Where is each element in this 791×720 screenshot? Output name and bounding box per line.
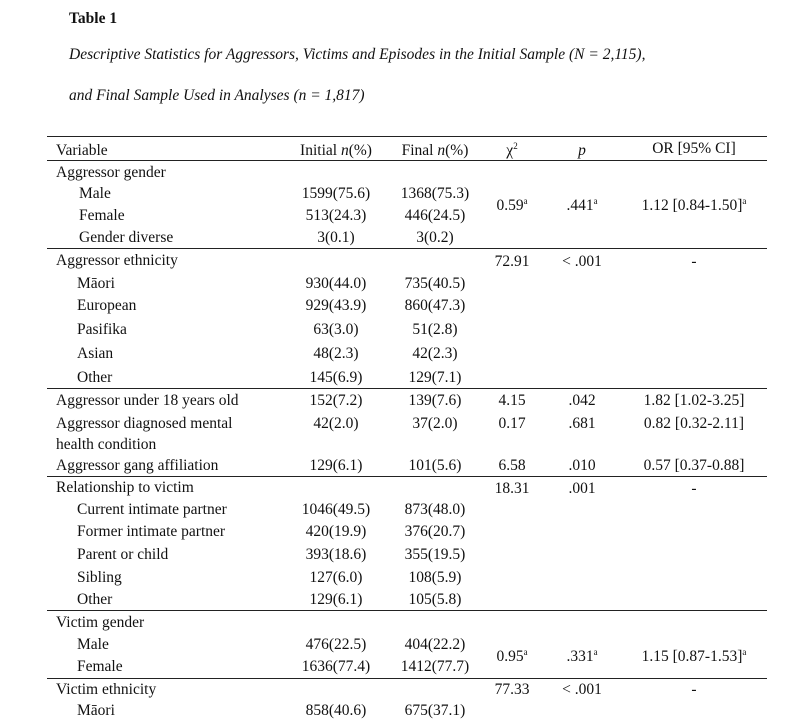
table-top-rule <box>47 136 767 137</box>
cell-initial: 1636(77.4) <box>301 658 371 675</box>
section-rule <box>47 610 767 611</box>
header-bottom-rule <box>47 160 767 161</box>
section-victim-gender: Victim gender <box>56 614 145 631</box>
row-label: Pasifika <box>77 321 127 338</box>
row-label: Asian <box>77 345 114 362</box>
cell-final: 376(20.7) <box>404 523 466 540</box>
cell-p: .331$^a$ <box>566 646 598 665</box>
row-label: Aggressor under 18 years old <box>56 392 239 409</box>
cell-initial: 929(43.9) <box>305 297 367 314</box>
cell-final: 139(7.6) <box>408 392 462 409</box>
cell-p: < .001 <box>562 253 602 270</box>
section-aggressor-gender: Aggressor gender <box>56 164 166 181</box>
cell-final: 101(5.6) <box>408 457 462 474</box>
cell-initial: 152(7.2) <box>309 392 363 409</box>
row-label: Other <box>77 369 113 386</box>
cell-or: 0.57 [0.37-0.88] <box>643 457 745 474</box>
header-or: OR [95% CI] <box>652 140 736 157</box>
row-label: Current intimate partner <box>77 501 227 518</box>
cell-final: 860(47.3) <box>404 297 466 314</box>
cell-initial: 3(0.1) <box>317 229 355 246</box>
cell-chi: 6.58 <box>498 457 526 474</box>
cell-final: 355(19.5) <box>404 546 466 563</box>
cell-chi: 0.95$^a$ <box>496 646 528 665</box>
row-label: Māori <box>77 702 115 719</box>
cell-initial: 42(2.0) <box>313 415 359 432</box>
cell-p: < .001 <box>562 681 602 698</box>
row-label: Gender diverse <box>79 229 174 246</box>
row-label: Sibling <box>77 569 122 586</box>
row-label: European <box>77 297 137 314</box>
cell-final: 3(0.2) <box>416 229 454 246</box>
cell-chi: 18.31 <box>494 480 530 497</box>
cell-chi: 72.91 <box>494 253 530 270</box>
cell-chi: 77.33 <box>494 681 530 698</box>
cell-initial: 63(3.0) <box>313 321 359 338</box>
cell-or: 0.82 [0.32-2.11] <box>643 415 745 432</box>
cell-initial: 129(6.1) <box>309 457 363 474</box>
cell-initial: 1046(49.5) <box>301 501 371 518</box>
table-label: Table 1 <box>69 10 118 27</box>
cell-initial: 393(18.6) <box>305 546 367 563</box>
cell-initial: 513(24.3) <box>305 207 367 224</box>
row-label-continued: health condition <box>56 436 157 453</box>
cell-final: 42(2.3) <box>412 345 458 362</box>
section-aggressor-ethnicity: Aggressor ethnicity <box>56 252 178 269</box>
section-rule <box>47 388 767 389</box>
cell-p: .042 <box>568 392 596 409</box>
section-victim-ethnicity: Victim ethnicity <box>56 681 157 698</box>
row-label: Aggressor gang affiliation <box>56 457 219 474</box>
header-chi-square: $\chi^2$ <box>506 140 518 159</box>
cell-initial: 420(19.9) <box>305 523 367 540</box>
cell-or: 1.82 [1.02-3.25] <box>643 392 745 409</box>
caption-line-1: Descriptive Statistics for Aggressors, Victims and Episodes in the Initial Sample (N = 2,115), <box>69 46 646 63</box>
header-variable: Variable <box>56 142 108 159</box>
cell-final: 446(24.5) <box>404 207 466 224</box>
cell-or: - <box>691 681 697 698</box>
cell-or: - <box>691 253 697 270</box>
cell-final: 108(5.9) <box>408 569 462 586</box>
cell-chi: 4.15 <box>498 392 526 409</box>
row-label: Male <box>77 636 109 653</box>
cell-final: 1412(77.7) <box>400 658 470 675</box>
cell-initial: 930(44.0) <box>305 275 367 292</box>
cell-chi: 0.59$^a$ <box>496 195 528 214</box>
cell-initial: 476(22.5) <box>305 636 367 653</box>
cell-or: 1.15 $[0.87-1.53]^a$ <box>641 646 747 665</box>
cell-final: 51(2.8) <box>412 321 458 338</box>
cell-final: 735(40.5) <box>404 275 466 292</box>
section-rule <box>47 476 767 477</box>
cell-p: .441$^a$ <box>566 195 598 214</box>
row-label: Aggressor diagnosed mental <box>56 415 233 432</box>
cell-initial: 1599(75.6) <box>301 185 371 202</box>
cell-final: 37(2.0) <box>412 415 458 432</box>
cell-p: .681 <box>568 415 596 432</box>
cell-or: - <box>691 480 697 497</box>
cell-final: 129(7.1) <box>408 369 462 386</box>
cell-final: 404(22.2) <box>404 636 466 653</box>
caption-line-2: and Final Sample Used in Analyses (n = 1,817) <box>69 87 365 104</box>
cell-final: 873(48.0) <box>404 501 466 518</box>
row-label: Female <box>79 207 125 224</box>
cell-initial: 48(2.3) <box>313 345 359 362</box>
row-label: Female <box>77 658 123 675</box>
cell-chi: 0.17 <box>498 415 526 432</box>
cell-initial: 129(6.1) <box>309 591 363 608</box>
section-relationship: Relationship to victim <box>56 479 194 496</box>
cell-p: .010 <box>568 457 596 474</box>
row-label: Male <box>79 185 111 202</box>
row-label: Māori <box>77 275 115 292</box>
section-rule <box>47 678 767 679</box>
cell-final: 675(37.1) <box>404 702 466 719</box>
cell-final: 1368(75.3) <box>400 185 470 202</box>
row-label: Other <box>77 591 113 608</box>
cell-final: 105(5.8) <box>408 591 462 608</box>
header-p: p <box>578 142 586 159</box>
row-label: Parent or child <box>77 546 169 563</box>
cell-p: .001 <box>568 480 596 497</box>
section-rule <box>47 248 767 249</box>
cell-or: 1.12 $[0.84-1.50]^a$ <box>641 195 747 214</box>
header-final: Final n(%) <box>401 142 469 159</box>
cell-initial: 858(40.6) <box>305 702 367 719</box>
row-label: Former intimate partner <box>77 523 226 540</box>
cell-initial: 145(6.9) <box>309 369 363 386</box>
cell-initial: 127(6.0) <box>309 569 363 586</box>
header-initial: Initial n(%) <box>300 142 372 159</box>
